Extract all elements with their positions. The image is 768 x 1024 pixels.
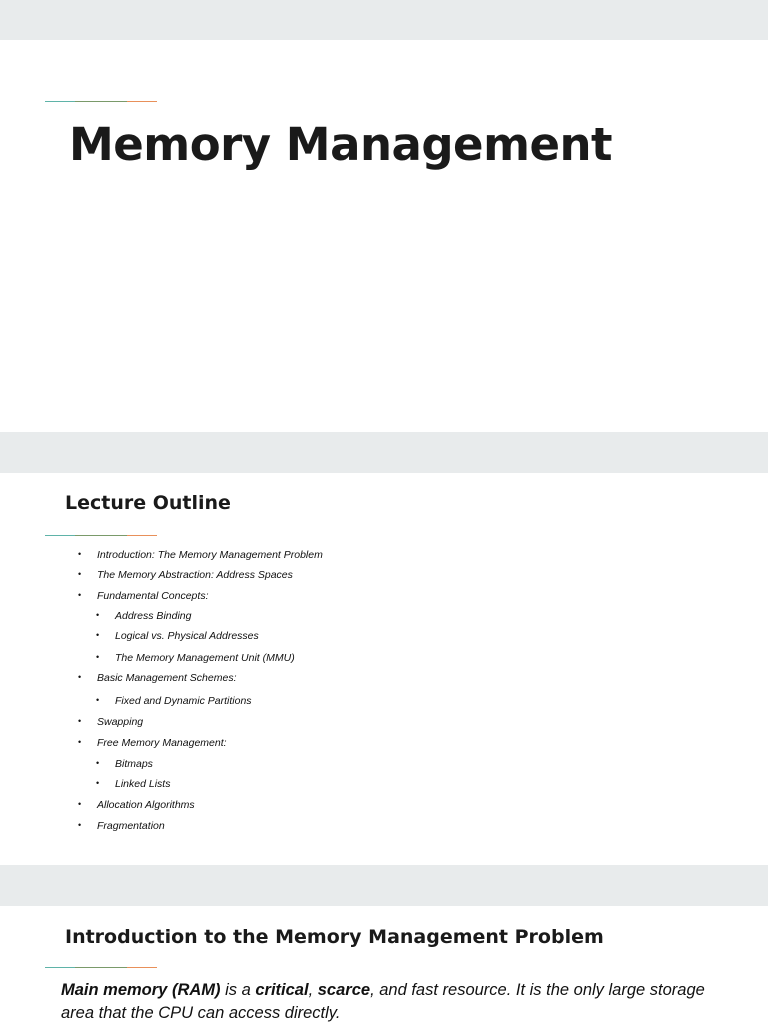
outline-subitem	[96, 652, 295, 664]
outline-item	[78, 590, 209, 602]
accent-segment-green	[75, 535, 127, 536]
accent-line	[45, 535, 157, 536]
outline-slide	[0, 473, 768, 865]
outline-item-label: Basic Management Schemes:	[97, 672, 237, 684]
outline-subitem	[96, 630, 259, 642]
outline-subitem	[96, 610, 192, 622]
bullet-icon: •	[96, 630, 100, 640]
bullet-icon: •	[96, 695, 100, 705]
outline-item-label: Allocation Algorithms	[97, 799, 195, 811]
bullet-icon: •	[78, 820, 82, 830]
slide-heading: Introduction to the Memory Management Problem	[65, 926, 604, 948]
accent-segment-teal	[45, 535, 75, 536]
outline-item-label: Logical vs. Physical Addresses	[115, 630, 259, 642]
outline-subitem	[96, 778, 171, 790]
accent-segment-teal	[45, 967, 75, 968]
bullet-icon: •	[96, 610, 100, 620]
bullet-icon: •	[96, 778, 100, 788]
title-slide	[0, 40, 768, 432]
outline-item	[78, 820, 165, 832]
intro-slide	[0, 906, 768, 1024]
outline-subitem	[96, 758, 153, 770]
emphasis-critical: critical	[255, 981, 309, 999]
outline-item	[78, 737, 227, 749]
outline-item	[78, 549, 323, 561]
outline-item-label: Fragmentation	[97, 820, 165, 832]
outline-item-label: Swapping	[97, 716, 144, 728]
accent-segment-green	[75, 967, 127, 968]
accent-segment-teal	[45, 101, 75, 102]
accent-segment-orange	[127, 967, 157, 968]
bullet-icon: •	[78, 590, 82, 600]
accent-segment-green	[75, 101, 127, 102]
outline-item-label: Fixed and Dynamic Partitions	[115, 695, 252, 707]
bullet-icon: •	[78, 737, 82, 747]
intro-paragraph	[61, 979, 711, 1024]
outline-item-label: Address Binding	[115, 610, 192, 622]
bullet-icon: •	[78, 549, 82, 559]
body-text-segment: ,	[308, 981, 318, 999]
outline-item	[78, 799, 195, 811]
outline-item-label: The Memory Management Unit (MMU)	[115, 652, 295, 664]
outline-item-label: Bitmaps	[115, 758, 153, 770]
outline-item-label: Linked Lists	[115, 778, 171, 790]
bullet-icon: •	[78, 716, 82, 726]
slide-title: Memory Management	[69, 118, 613, 171]
body-text-segment: is a	[220, 981, 256, 999]
body-text-segment: , and fast resource. It is the only large storage area that the CPU can access directly.	[61, 981, 705, 1022]
outline-subitem	[96, 695, 252, 707]
bullet-icon: •	[96, 758, 100, 768]
slide-heading: Lecture Outline	[65, 492, 231, 514]
outline-item	[78, 716, 144, 728]
bullet-icon: •	[96, 652, 100, 662]
outline-item-label: Free Memory Management:	[97, 737, 227, 749]
outline-item-label: Fundamental Concepts:	[97, 590, 209, 602]
accent-line	[45, 101, 157, 102]
accent-segment-orange	[127, 101, 157, 102]
bullet-icon: •	[78, 799, 82, 809]
bullet-icon: •	[78, 569, 82, 579]
accent-segment-orange	[127, 535, 157, 536]
term-main-memory: Main memory (RAM)	[61, 981, 221, 999]
emphasis-scarce: scarce	[317, 981, 371, 999]
outline-item	[78, 672, 237, 684]
outline-item-label: The Memory Abstraction: Address Spaces	[97, 569, 293, 581]
outline-item-label: Introduction: The Memory Management Problem	[97, 549, 323, 561]
outline-item	[78, 569, 293, 581]
accent-line	[45, 967, 157, 968]
bullet-icon: •	[78, 672, 82, 682]
